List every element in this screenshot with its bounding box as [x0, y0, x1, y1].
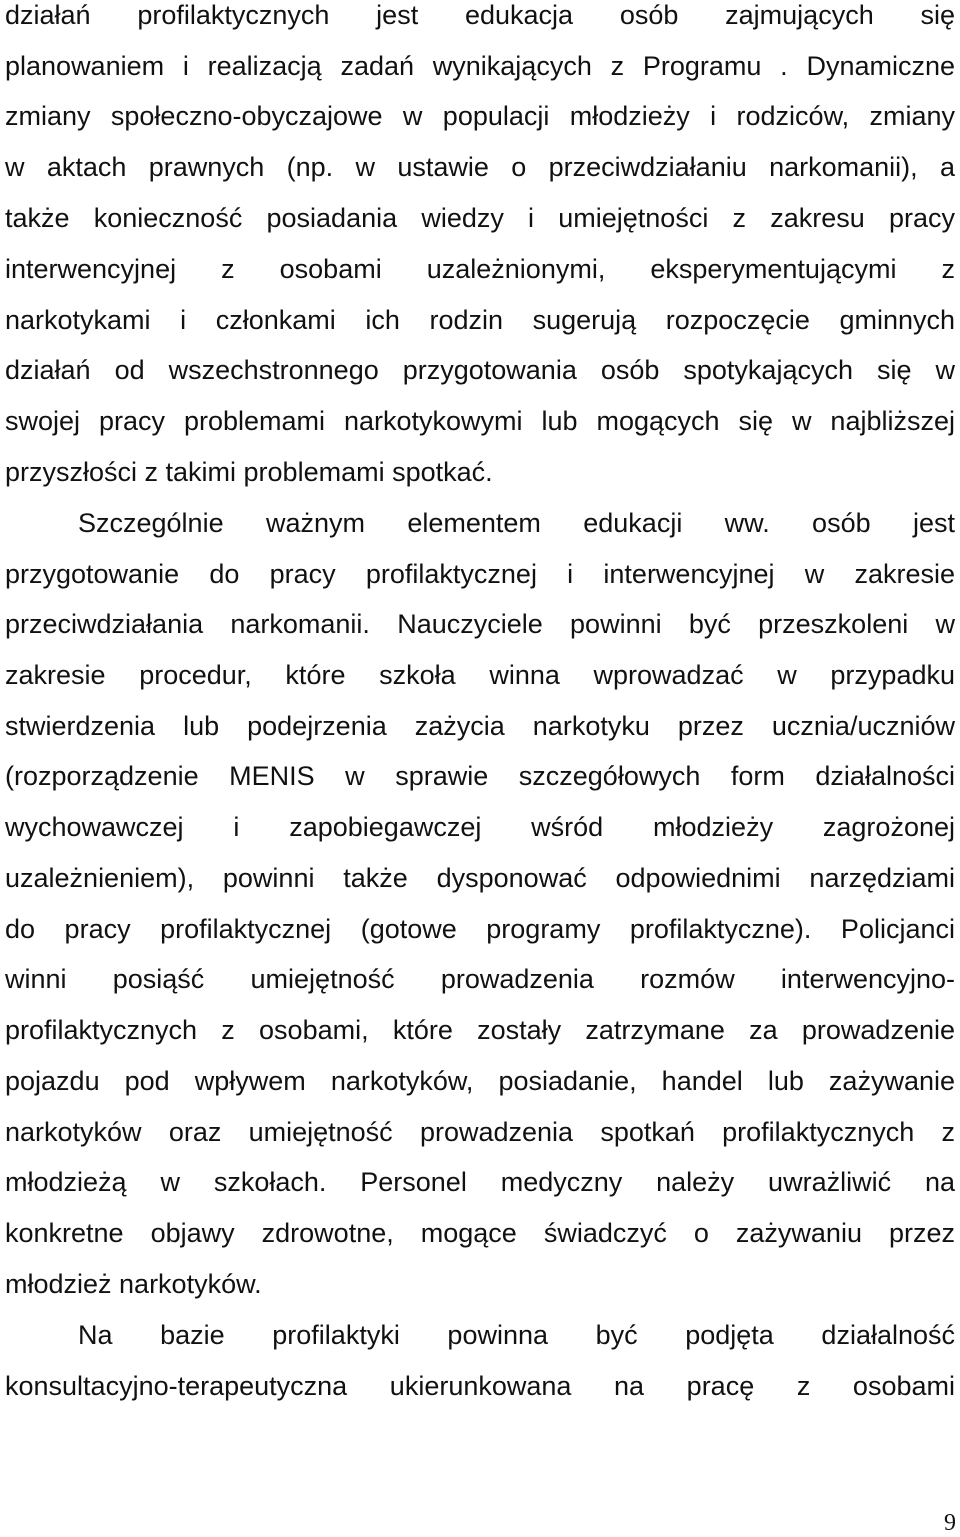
text-line: uzależnieniem), powinni także dysponować odpowiednimi narzędziami	[5, 863, 955, 893]
text-line: planowaniem i realizacją zadań wynikających z Programu . Dynamiczne	[5, 51, 955, 81]
text-line: pojazdu pod wpływem narkotyków, posiadanie, handel lub zażywanie	[5, 1066, 955, 1096]
text-line: stwierdzenia lub podejrzenia zażycia narkotyku przez ucznia/uczniów	[5, 711, 955, 741]
text-line: swojej pracy problemami narkotykowymi lub mogących się w najbliższej	[5, 406, 955, 436]
text-line: zakresie procedur, które szkoła winna wprowadzać w przypadku	[5, 660, 955, 690]
text-line: przeciwdziałania narkomanii. Nauczyciele powinni być przeszkoleni w	[5, 609, 955, 639]
text-line: młodzieżą w szkołach. Personel medyczny należy uwrażliwić na	[5, 1167, 955, 1197]
text-line: wychowawczej i zapobiegawczej wśród młodzieży zagrożonej	[5, 812, 955, 842]
text-line: narkotyków oraz umiejętność prowadzenia spotkań profilaktycznych z	[5, 1117, 955, 1147]
text-line: młodzież narkotyków.	[5, 1269, 262, 1299]
text-line: konsultacyjno-terapeutyczna ukierunkowana na pracę z osobami	[5, 1371, 955, 1401]
text-line: do pracy profilaktycznej (gotowe programy profilaktyczne). Policjanci	[5, 914, 955, 944]
text-line: winni posiąść umiejętność prowadzenia rozmów interwencyjno-	[5, 964, 955, 994]
text-line: narkotykami i członkami ich rodzin sugerują rozpoczęcie gminnych	[5, 305, 955, 335]
text-line: w aktach prawnych (np. w ustawie o przeciwdziałaniu narkomanii), a	[5, 152, 955, 182]
text-line: Szczególnie ważnym elementem edukacji ww. osób jest	[78, 508, 955, 538]
text-line: zmiany społeczno-obyczajowe w populacji młodzieży i rodziców, zmiany	[5, 101, 955, 131]
text-line: profilaktycznych z osobami, które zostały zatrzymane za prowadzenie	[5, 1015, 955, 1045]
text-line: (rozporządzenie MENIS w sprawie szczegółowych form działalności	[5, 761, 955, 791]
text-line: działań profilaktycznych jest edukacja osób zajmujących się	[5, 0, 955, 30]
text-line: działań od wszechstronnego przygotowania osób spotykających się w	[5, 355, 955, 385]
text-line: przygotowanie do pracy profilaktycznej i interwencyjnej w zakresie	[5, 559, 955, 589]
text-line: także konieczność posiadania wiedzy i umiejętności z zakresu pracy	[5, 203, 955, 233]
page-number: 9	[944, 1510, 956, 1536]
text-line: Na bazie profilaktyki powinna być podjęta działalność	[78, 1320, 955, 1350]
text-line: przyszłości z takimi problemami spotkać.	[5, 457, 493, 487]
text-line: interwencyjnej z osobami uzależnionymi, eksperymentującymi z	[5, 254, 955, 284]
text-line: konkretne objawy zdrowotne, mogące świadczyć o zażywaniu przez	[5, 1218, 955, 1248]
